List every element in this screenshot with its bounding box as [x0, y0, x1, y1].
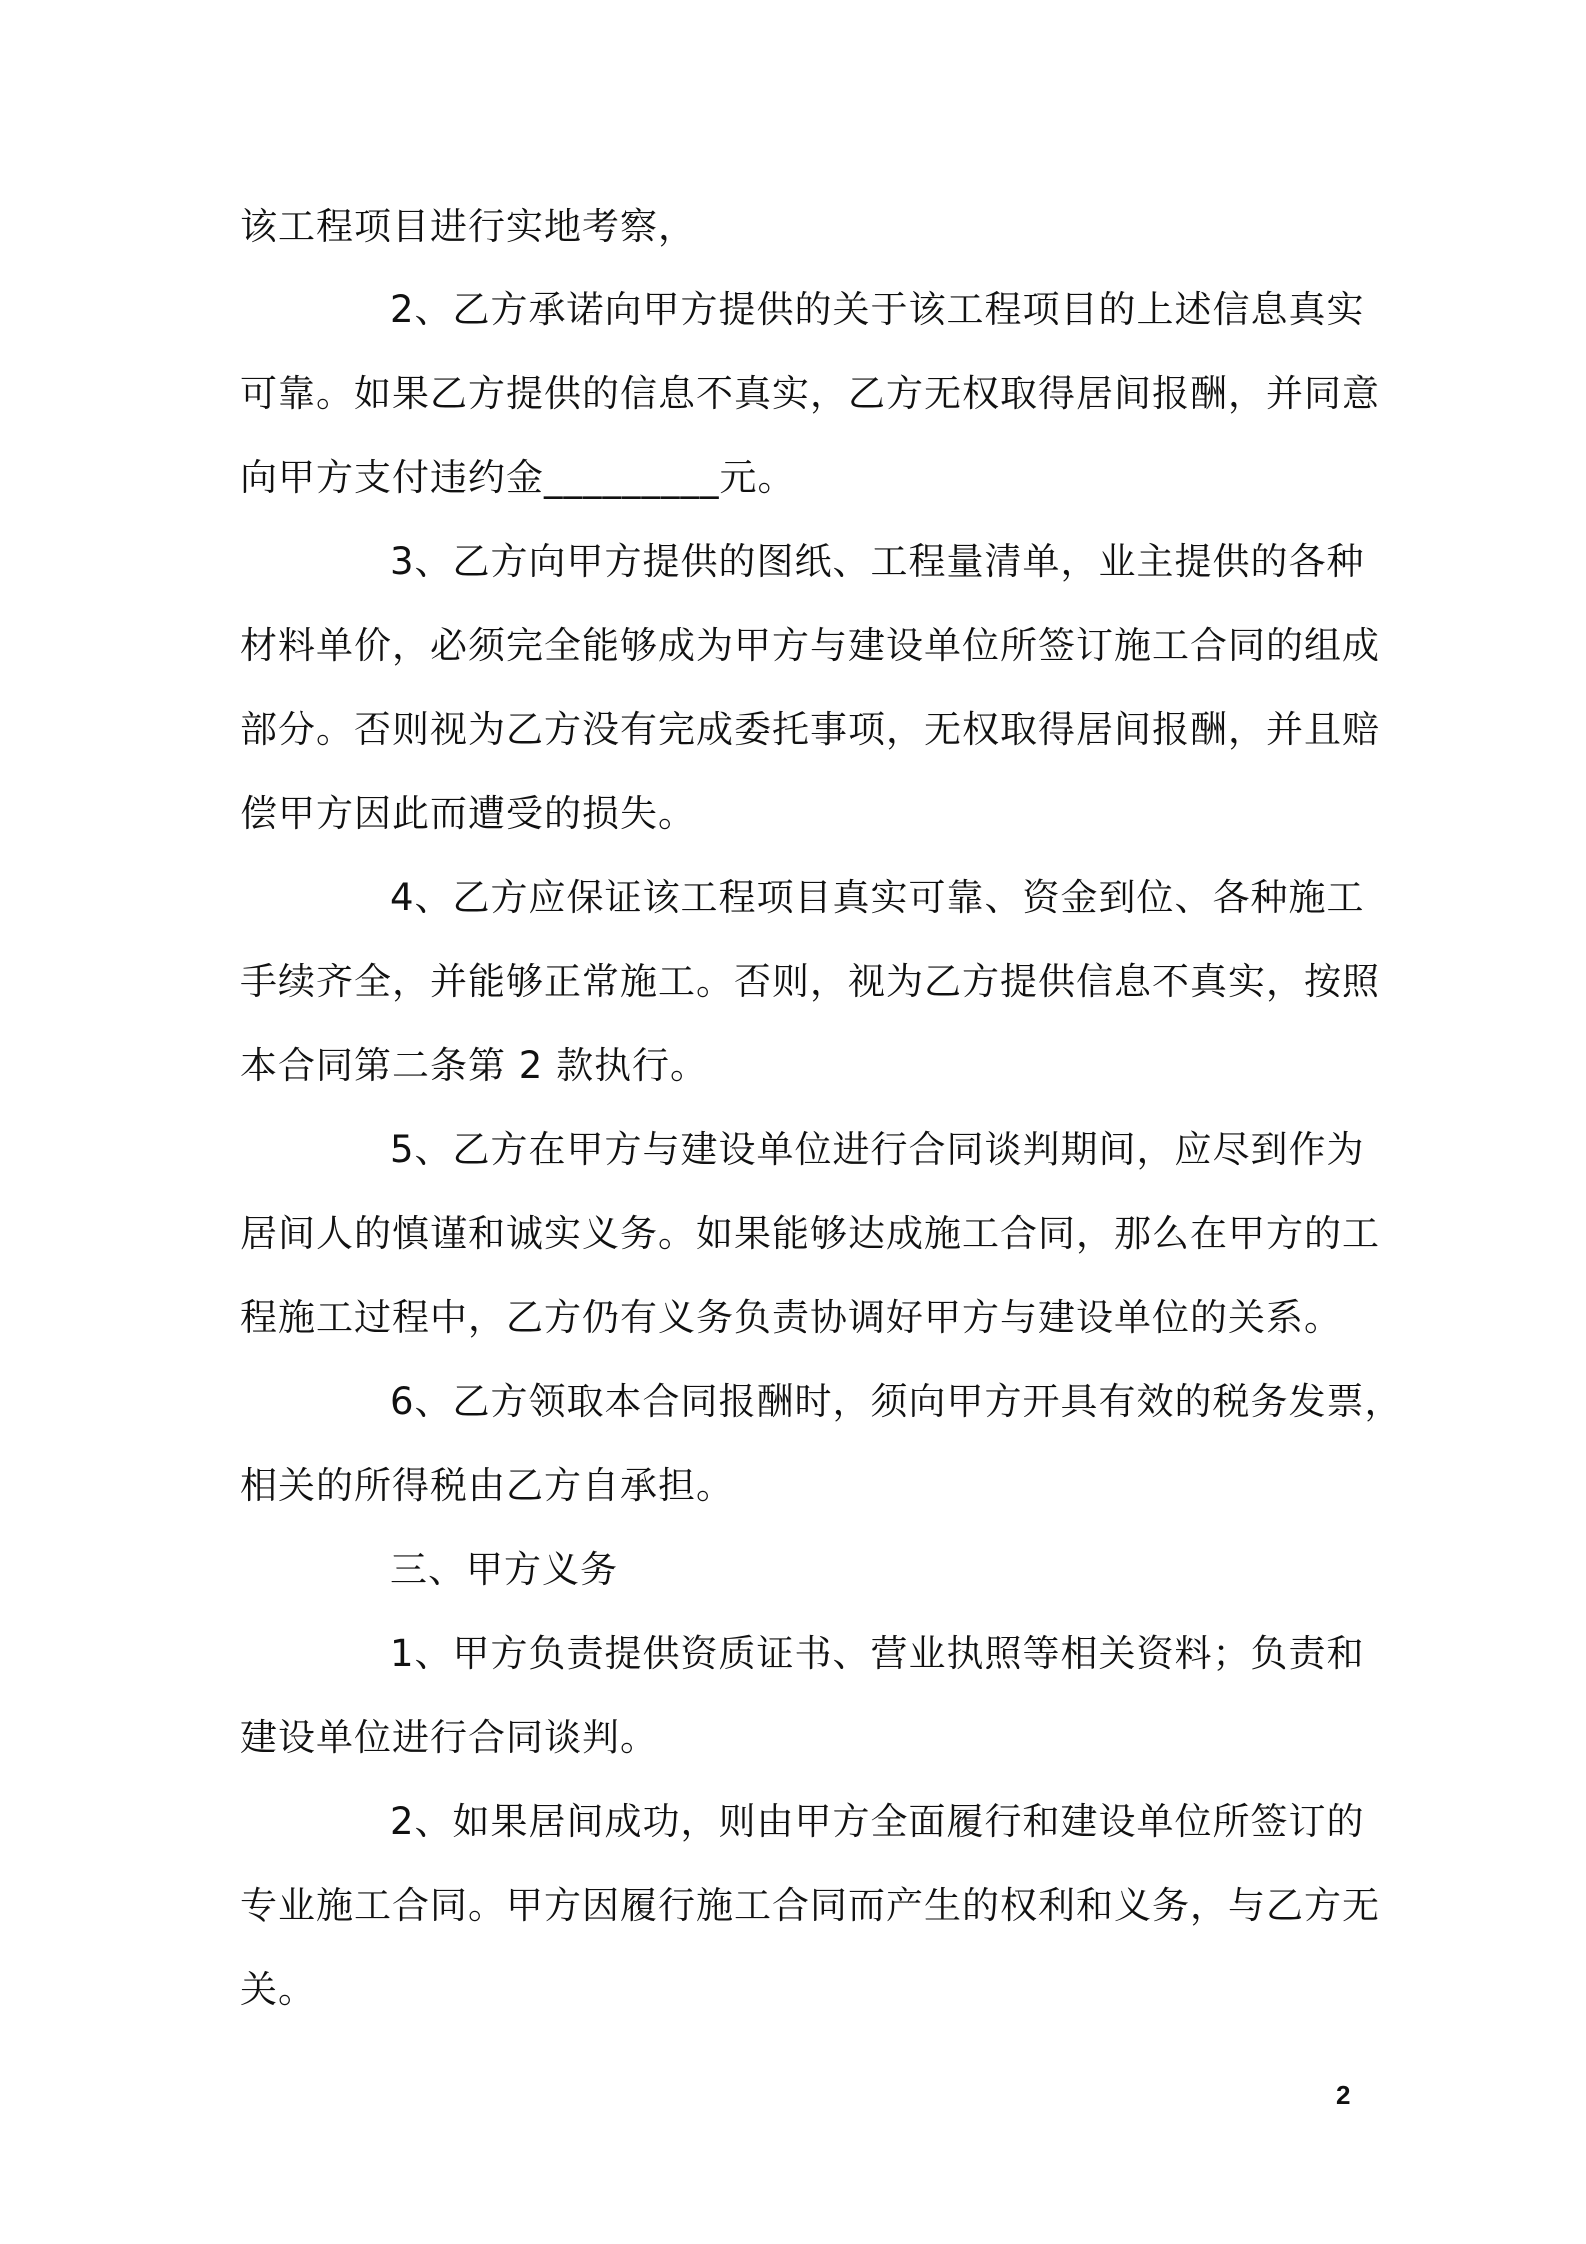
text-line: 2、乙方承诺向甲方提供的关于该工程项目的上述信息真实 [390, 288, 1365, 331]
text-line: 专业施工合同。甲方因履行施工合同而产生的权利和义务，与乙方无 [240, 1884, 1380, 1927]
text-line: 4、乙方应保证该工程项目真实可靠、资金到位、各种施工 [390, 876, 1365, 919]
text-line: 3、乙方向甲方提供的图纸、工程量清单，业主提供的各种 [390, 540, 1365, 583]
text-line: 关。 [240, 1968, 316, 2011]
text-line: 偿甲方因此而遭受的损失。 [240, 792, 696, 835]
text-line: 可靠。如果乙方提供的信息不真实，乙方无权取得居间报酬，并同意 [240, 372, 1380, 415]
text-line: 程施工过程中，乙方仍有义务负责协调好甲方与建设单位的关系。 [240, 1296, 1342, 1339]
page-number: 2 [1336, 2080, 1351, 2110]
text-line: 部分。否则视为乙方没有完成委托事项，无权取得居间报酬，并且赔 [240, 708, 1380, 751]
section-heading: 三、甲方义务 [390, 1548, 618, 1591]
text-line: 向甲方支付违约金_________元。 [240, 456, 796, 499]
text-line: 相关的所得税由乙方自承担。 [240, 1464, 734, 1507]
text-line: 手续齐全，并能够正常施工。否则，视为乙方提供信息不真实，按照 [240, 960, 1380, 1003]
text-line: 本合同第二条第 2 款执行。 [240, 1044, 709, 1087]
text-line: 1、甲方负责提供资质证书、营业执照等相关资料；负责和 [390, 1632, 1365, 1675]
text-line: 2、如果居间成功，则由甲方全面履行和建设单位所签订的 [390, 1800, 1365, 1843]
text-line: 该工程项目进行实地考察， [240, 205, 696, 248]
text-line: 6、乙方领取本合同报酬时，须向甲方开具有效的税务发票， [390, 1380, 1403, 1423]
text-line: 居间人的慎谨和诚实义务。如果能够达成施工合同，那么在甲方的工 [240, 1212, 1380, 1255]
text-line: 材料单价，必须完全能够成为甲方与建设单位所签订施工合同的组成 [240, 624, 1380, 667]
text-line: 建设单位进行合同谈判。 [240, 1716, 658, 1759]
text-line: 5、乙方在甲方与建设单位进行合同谈判期间，应尽到作为 [390, 1128, 1365, 1171]
